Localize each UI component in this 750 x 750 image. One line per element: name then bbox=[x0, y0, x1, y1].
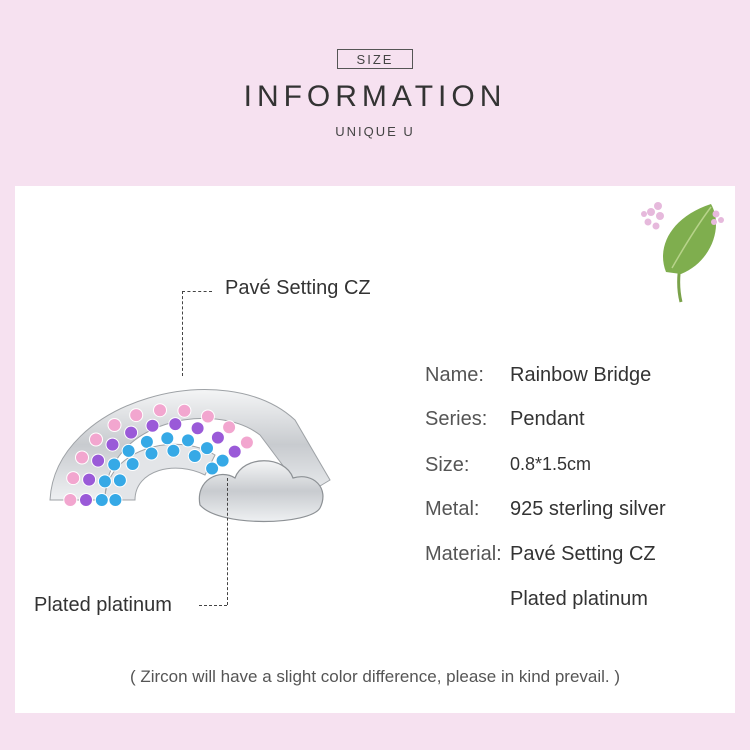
pave-stone bbox=[126, 458, 139, 471]
pave-stone bbox=[113, 474, 126, 487]
pave-stone bbox=[125, 426, 138, 439]
callout-bottom-connector bbox=[199, 605, 227, 606]
pave-stone bbox=[223, 421, 236, 434]
spec-value: Pendant bbox=[510, 408, 585, 430]
pave-stone bbox=[92, 454, 105, 467]
spec-label: Series: bbox=[425, 408, 488, 430]
zircon-note: ( Zircon will have a slight color difference, please in kind prevail. ) bbox=[129, 667, 621, 686]
pave-stone bbox=[130, 409, 143, 422]
pave-stone bbox=[90, 433, 103, 446]
pave-stone bbox=[67, 472, 80, 485]
pave-stone bbox=[76, 451, 89, 464]
pave-stone bbox=[64, 494, 77, 507]
spec-label: Material: bbox=[425, 543, 502, 565]
pave-stone bbox=[201, 442, 214, 455]
spec-value: Rainbow Bridge bbox=[510, 364, 652, 386]
page-subtitle: UNIQUE U bbox=[335, 124, 415, 139]
pave-stone bbox=[106, 438, 119, 451]
pave-stone bbox=[108, 458, 121, 471]
pave-stone bbox=[140, 435, 153, 448]
pave-stone bbox=[191, 422, 204, 435]
spec-value: 0.8*1.5cm bbox=[510, 454, 592, 474]
pave-stone bbox=[83, 473, 96, 486]
callout-bottom-leader bbox=[227, 478, 228, 605]
pave-stone bbox=[182, 434, 195, 447]
spec-value: Pavé Setting CZ bbox=[510, 543, 656, 565]
pave-stone bbox=[206, 462, 219, 475]
pave-stone bbox=[98, 475, 111, 488]
pave-stone bbox=[169, 418, 182, 431]
spec-label: Metal: bbox=[425, 498, 480, 520]
pave-stone bbox=[211, 431, 224, 444]
pave-stone bbox=[167, 444, 180, 457]
pave-stone bbox=[80, 494, 93, 507]
pave-stone bbox=[228, 445, 241, 458]
size-tag: SIZE bbox=[337, 49, 413, 69]
pave-stone bbox=[108, 419, 121, 432]
pave-stone bbox=[95, 494, 108, 507]
spec-value: Plated platinum bbox=[510, 588, 648, 610]
pave-stone bbox=[109, 494, 122, 507]
pave-stone bbox=[188, 450, 201, 463]
callout-top-leader bbox=[182, 291, 183, 376]
pave-stone bbox=[145, 447, 158, 460]
spec-label: Size: bbox=[425, 454, 470, 476]
pave-stone bbox=[240, 436, 253, 449]
page-title: INFORMATION bbox=[243, 80, 507, 113]
rainbow-charm-image bbox=[45, 360, 345, 540]
pave-stone bbox=[161, 432, 174, 445]
callout-pave-setting: Pavé Setting CZ bbox=[225, 277, 371, 299]
spec-value: 925 sterling silver bbox=[510, 498, 666, 520]
pave-stone bbox=[201, 410, 214, 423]
leaf-flower-decoration bbox=[636, 192, 728, 312]
callout-top-connector bbox=[182, 291, 212, 292]
callout-plated-platinum: Plated platinum bbox=[34, 594, 172, 616]
pave-stone bbox=[146, 419, 159, 432]
pave-stone bbox=[154, 404, 167, 417]
pave-stone bbox=[122, 444, 135, 457]
pave-stone bbox=[178, 404, 191, 417]
spec-label: Name: bbox=[425, 364, 484, 386]
